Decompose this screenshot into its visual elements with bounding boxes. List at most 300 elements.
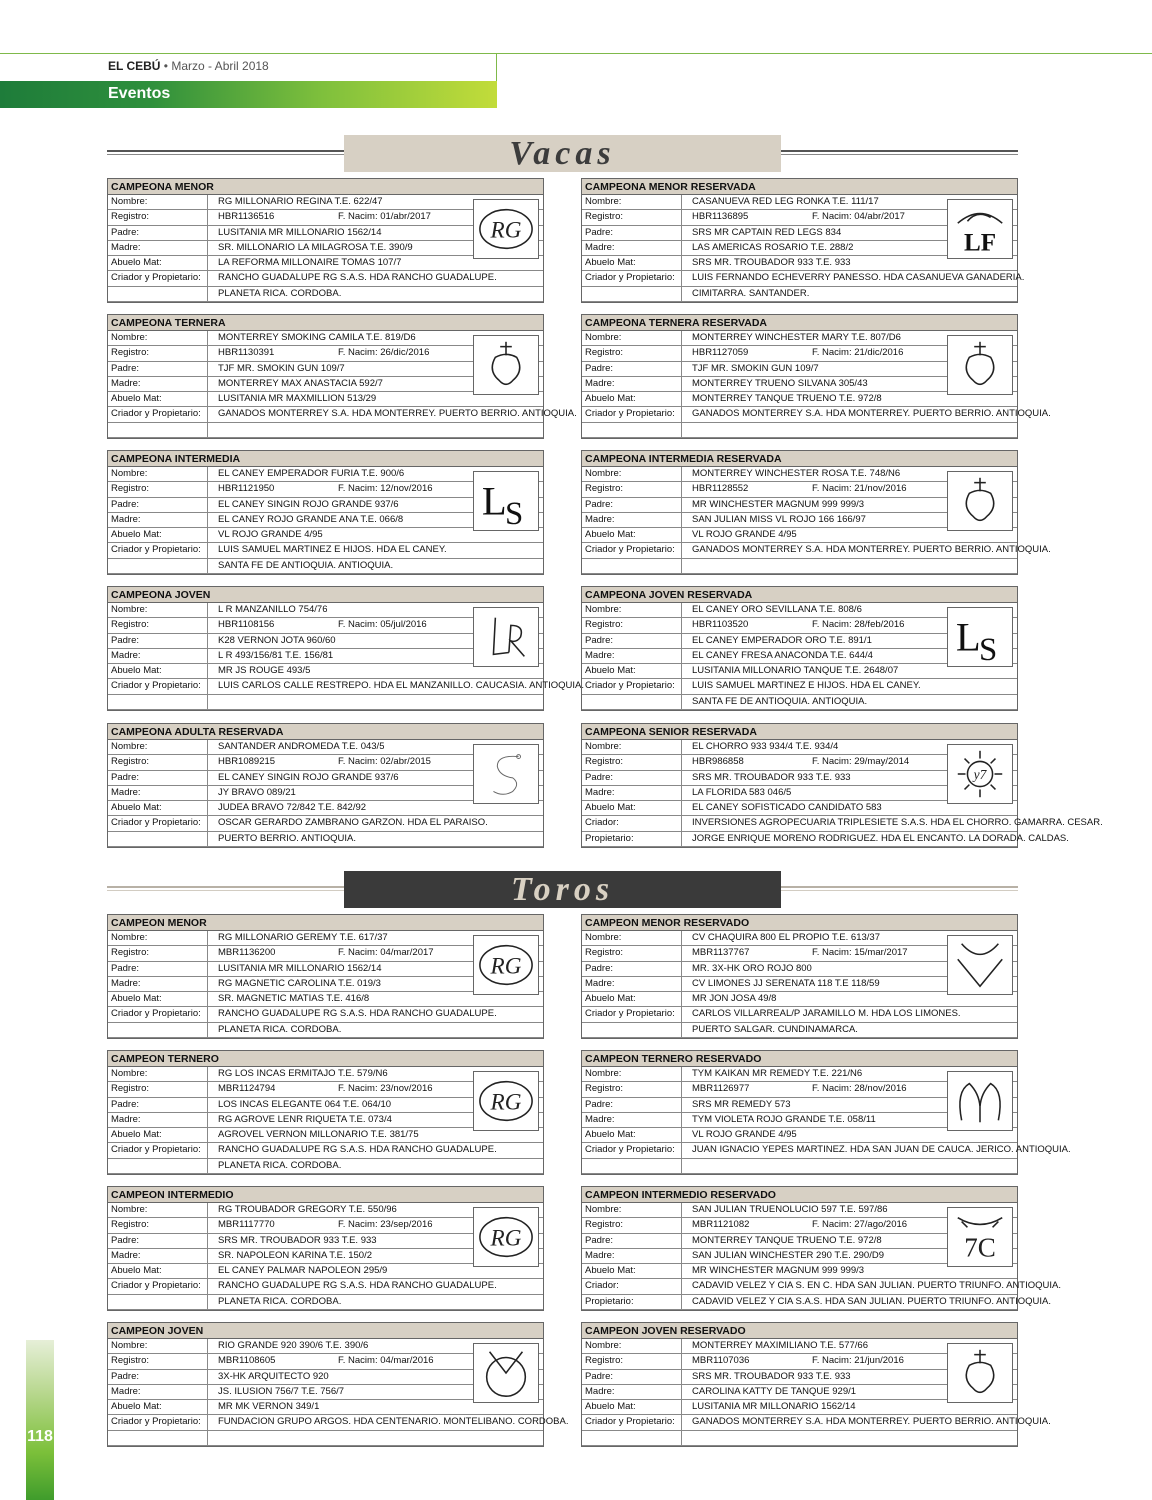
field-label: Nombre: [108, 195, 208, 209]
svg-text:7C: 7C [964, 1232, 996, 1263]
field-value-padre: MR WINCHESTER MAGNUM 999 999/3 [692, 498, 865, 510]
field-label: Registro: [108, 482, 208, 496]
field-value-criador: GANADOS MONTERREY S.A. HDA MONTERREY. PUERTO BERRIO. ANTIOQUIA. [692, 408, 1051, 420]
field-label: Propietario: [582, 832, 682, 846]
birth-date: F. Nacim: 21/jun/2016 [812, 1355, 904, 1367]
vacas-rule-left [107, 150, 344, 155]
field-label: Madre: [582, 241, 682, 255]
brand-mark-icon [947, 935, 1013, 995]
field-label [108, 559, 208, 573]
record-row-criador [108, 407, 577, 422]
field-value-criador: CADAVID VELEZ Y CIA S. EN C. HDA SAN JULIAN. PUERTO TRIUNFO. ANTIOQUIA. [692, 1280, 1062, 1292]
field-label: Padre: [108, 498, 208, 512]
field-value-criador: LUIS SAMUEL MARTINEZ E HIJOS. HDA EL CANEY. [692, 680, 921, 692]
field-label [108, 1023, 208, 1037]
record-row-extra [582, 695, 1017, 710]
field-label: Padre: [108, 634, 208, 648]
record-card [107, 586, 585, 711]
field-value-abuelo: MR JON JOSA 49/8 [692, 993, 777, 1005]
field-value-madre: MONTERREY MAX ANASTACIA 592/7 [218, 377, 383, 389]
field-label: Abuelo Mat: [108, 1400, 208, 1414]
record-card [581, 314, 1051, 439]
field-value-madre: CV LIMONES JJ SERENATA 118 T.E 118/59 [692, 977, 880, 989]
field-label: Nombre: [582, 1339, 682, 1353]
header-top [0, 53, 497, 81]
field-label: Abuelo Mat: [582, 1264, 682, 1278]
field-value-nombre: EL CANEY EMPERADOR FURIA T.E. 900/6 [218, 468, 405, 479]
record-title: CAMPEON INTERMEDIO RESERVADO [582, 1187, 1017, 1203]
field-value-extra: PLANETA RICA. CORDOBA. [218, 287, 342, 299]
field-value-extra: SANTA FE DE ANTIOQUIA. ANTIOQUIA. [692, 695, 868, 707]
brand-mark-icon [473, 335, 539, 395]
field-value-madre: SR. MILLONARIO LA MILAGROSA T.E. 390/9 [218, 241, 413, 253]
record-title: CAMPEONA MENOR RESERVADA [582, 179, 1017, 195]
record-row-extra [108, 1295, 543, 1310]
field-value-nombre: MONTERREY WINCHESTER ROSA T.E. 748/N6 [692, 468, 901, 479]
birth-date: F. Nacim: 28/feb/2016 [812, 619, 905, 631]
page-number: 118 [27, 1428, 53, 1445]
record-title: CAMPEONA ADULTA RESERVADA [108, 724, 543, 740]
vacas-rule-right [781, 150, 1018, 155]
field-label: Abuelo Mat: [582, 1128, 682, 1142]
field-label: Criador y Propietario: [108, 1279, 208, 1293]
record-card [107, 178, 544, 303]
field-label: Criador y Propietario: [582, 543, 682, 557]
brand-mark-icon [947, 607, 1013, 667]
field-label: Nombre: [108, 467, 208, 481]
field-label: Padre: [582, 1234, 682, 1248]
field-label: Nombre: [582, 331, 682, 345]
field-label [582, 423, 682, 437]
svg-text:RG: RG [490, 1089, 522, 1116]
field-label: Abuelo Mat: [582, 801, 682, 815]
field-value-criador: GANADOS MONTERREY S.A. HDA MONTERREY. PUERTO BERRIO. ANTIOQUIA. [218, 408, 577, 420]
issue-date: Marzo - Abril 2018 [171, 59, 269, 73]
field-label: Abuelo Mat: [108, 528, 208, 542]
field-value-nombre: SAN JULIAN TRUENOLUCIO 597 T.E. 597/86 [692, 1204, 888, 1215]
field-label: Criador y Propietario: [108, 543, 208, 557]
brand-mark-icon [473, 1071, 539, 1131]
field-value-criador: JUAN IGNACIO YEPES MARTINEZ. HDA SAN JUAN DE CAUCA. JERICO. ANTIOQUIA. [692, 1144, 1071, 1156]
field-label: Abuelo Mat: [582, 992, 682, 1006]
field-label: Abuelo Mat: [108, 1264, 208, 1278]
field-label [108, 832, 208, 846]
field-value-nombre: RG TROUBADOR GREGORY T.E. 550/96 [218, 1204, 397, 1215]
record-row-extra [108, 695, 543, 710]
record-title: CAMPEON TERNERO [108, 1051, 543, 1067]
field-value-abuelo: MR MK VERNON 349/1 [218, 1401, 320, 1413]
field-value-abuelo: LUSITANIA MR MILLONARIO 1562/14 [692, 1401, 856, 1413]
field-label: Criador y Propietario: [108, 271, 208, 285]
record-row-extra [108, 559, 543, 574]
field-label [108, 423, 208, 437]
field-value-padre: MR. 3X-HK ORO ROJO 800 [692, 962, 812, 974]
record-row-criador [108, 816, 543, 831]
section-name: Eventos [108, 85, 171, 102]
field-label: Registro: [108, 755, 208, 769]
page-number-strip [26, 1340, 54, 1500]
record-card [581, 914, 1018, 1039]
field-label: Madre: [582, 377, 682, 391]
field-value-padre: TJF MR. SMOKIN GUN 109/7 [692, 362, 819, 374]
field-value-madre: CAROLINA KATTY DE TANQUE 929/1 [692, 1385, 857, 1397]
field-label: Padre: [108, 362, 208, 376]
field-value-extra: CADAVID VELEZ Y CIA S.A.S. HDA SAN JULIAN. PUERTO TRIUNFO. ANTIOQUIA. [692, 1295, 1051, 1307]
field-label: Padre: [582, 771, 682, 785]
field-value-abuelo: EL CANEY PALMAR NAPOLEON 295/9 [218, 1265, 388, 1277]
record-title: CAMPEON TERNERO RESERVADO [582, 1051, 1017, 1067]
record-title: CAMPEONA MENOR [108, 179, 543, 195]
field-value-extra: PLANETA RICA. CORDOBA. [218, 1159, 342, 1171]
record-row-extra [582, 1159, 1017, 1174]
field-value-madre: LA FLORIDA 583 046/5 [692, 786, 792, 798]
birth-date: F. Nacim: 28/nov/2016 [812, 1083, 907, 1095]
field-value-abuelo: MONTERREY TANQUE TRUENO T.E. 972/8 [692, 393, 882, 405]
field-value-nombre: RG LOS INCAS ERMITAJO T.E. 579/N6 [218, 1068, 388, 1079]
brand-mark-icon [473, 935, 539, 995]
brand-mark-icon [473, 199, 539, 259]
record-row-criador [108, 1415, 569, 1430]
field-label: Madre: [582, 977, 682, 991]
field-label [108, 1295, 208, 1309]
field-label: Registro: [108, 1082, 208, 1096]
field-label: Criador y Propietario: [582, 1415, 682, 1429]
record-title: CAMPEONA JOVEN [108, 587, 543, 603]
field-label: Nombre: [582, 740, 682, 754]
field-value-madre: EL CANEY ROJO GRANDE ANA T.E. 066/8 [218, 513, 404, 525]
field-value-nombre: MONTERREY MAXIMILIANO T.E. 577/66 [692, 1340, 868, 1351]
field-value-abuelo: SR. MAGNETIC MATIAS T.E. 416/8 [218, 993, 370, 1005]
record-row-extra [108, 423, 543, 438]
record-row-criador [582, 1007, 1017, 1022]
field-value-criador: RANCHO GUADALUPE RG S.A.S. HDA RANCHO GUADALUPE. [218, 1280, 497, 1292]
field-value-registro: HBR986858 [692, 756, 744, 768]
field-label: Padre: [582, 634, 682, 648]
field-value-extra: PUERTO SALGAR. CUNDINAMARCA. [692, 1023, 858, 1035]
field-value-criador: FUNDACION GRUPO ARGOS. HDA CENTENARIO. MONTELIBANO. CORDOBA. [218, 1416, 569, 1428]
field-value-padre: LOS INCAS ELEGANTE 064 T.E. 064/10 [218, 1098, 392, 1110]
birth-date: F. Nacim: 04/mar/2017 [338, 947, 434, 959]
field-label: Madre: [108, 377, 208, 391]
record-card [107, 450, 544, 575]
brand-mark-icon [947, 199, 1013, 259]
field-value-madre: SR. NAPOLEON KARINA T.E. 150/2 [218, 1249, 372, 1261]
record-row-criador [108, 543, 543, 558]
record-card [107, 723, 544, 848]
record-row-criador [582, 407, 1051, 422]
record-row-extra [108, 1023, 543, 1038]
svg-text:RG: RG [490, 217, 522, 244]
field-value-nombre: CASANUEVA RED LEG RONKA T.E. 111/17 [692, 196, 879, 207]
field-value-registro: HBR1089215 [218, 756, 276, 768]
field-value-abuelo: LUSITANIA MILLONARIO TANQUE T.E. 2648/07 [692, 665, 899, 677]
record-card [581, 1186, 1062, 1311]
field-value-criador: RANCHO GUADALUPE RG S.A.S. HDA RANCHO GUADALUPE. [218, 1008, 497, 1020]
field-value-padre: SRS MR REMEDY 573 [692, 1098, 791, 1110]
field-label: Nombre: [582, 195, 682, 209]
birth-date: F. Nacim: 27/ago/2016 [812, 1219, 908, 1231]
field-label: Padre: [108, 1234, 208, 1248]
record-card [107, 1322, 569, 1447]
field-value-criador: LUIS CARLOS CALLE RESTREPO. HDA EL MANZANILLO. CAUCASIA. ANTIOQUIA. [218, 680, 585, 692]
field-label: Registro: [582, 755, 682, 769]
field-value-abuelo: LA REFORMA MILLONAIRE TOMAS 107/7 [218, 257, 402, 269]
toros-title: Toros [344, 871, 781, 908]
field-value-padre: K28 VERNON JOTA 960/60 [218, 634, 336, 646]
field-label: Padre: [108, 1370, 208, 1384]
field-value-madre: SAN JULIAN WINCHESTER 290 T.E. 290/D9 [692, 1249, 884, 1261]
field-label: Criador y Propietario: [108, 1143, 208, 1157]
field-label: Madre: [582, 1249, 682, 1263]
field-label: Nombre: [108, 1067, 208, 1081]
field-label: Registro: [108, 210, 208, 224]
field-label: Abuelo Mat: [108, 801, 208, 815]
field-value-madre: JY BRAVO 089/21 [218, 786, 296, 798]
field-label [582, 1159, 682, 1173]
field-label: Padre: [582, 1370, 682, 1384]
magazine-title: EL CEBÚ • Marzo - Abril 2018 [108, 59, 269, 73]
record-title: CAMPEONA SENIOR RESERVADA [582, 724, 1017, 740]
field-value-madre: RG MAGNETIC CAROLINA T.E. 019/3 [218, 977, 381, 989]
record-row-criador [108, 1143, 543, 1158]
birth-date: F. Nacim: 12/nov/2016 [338, 483, 433, 495]
field-value-madre: TYM VIOLETA ROJO GRANDE T.E. 058/11 [692, 1113, 876, 1125]
field-label: Criador y Propietario: [108, 1007, 208, 1021]
field-value-padre: 3X-HK ARQUITECTO 920 [218, 1370, 329, 1382]
field-value-nombre: RIO GRANDE 920 390/6 T.E. 390/6 [218, 1340, 369, 1351]
field-value-abuelo: VL ROJO GRANDE 4/95 [218, 529, 323, 541]
field-value-abuelo: MR JS ROUGE 493/5 [218, 665, 311, 677]
field-value-abuelo: EL CANEY SOFISTICADO CANDIDATO 583 [692, 802, 882, 814]
field-label: Propietario: [582, 1295, 682, 1309]
birth-date: F. Nacim: 01/abr/2017 [338, 211, 431, 223]
field-label [582, 287, 682, 301]
field-label: Criador y Propietario: [582, 1143, 682, 1157]
field-label: Madre: [108, 1385, 208, 1399]
field-label [582, 559, 682, 573]
field-label: Criador: [582, 1279, 682, 1293]
field-value-extra: SANTA FE DE ANTIOQUIA. ANTIOQUIA. [218, 559, 394, 571]
field-label: Madre: [108, 649, 208, 663]
record-card [581, 1050, 1071, 1175]
field-value-abuelo: LUSITANIA MR MAXMILLION 513/29 [218, 393, 377, 405]
brand-mark-icon [947, 1071, 1013, 1131]
field-label: Nombre: [582, 931, 682, 945]
field-value-nombre: EL CANEY ORO SEVILLANA T.E. 808/6 [692, 604, 862, 615]
field-value-padre: LUSITANIA MR MILLONARIO 1562/14 [218, 226, 382, 238]
field-label [108, 1159, 208, 1173]
field-value-criador: CARLOS VILLARREAL/P JARAMILLO M. HDA LOS LIMONES. [692, 1008, 961, 1020]
record-card [581, 1322, 1051, 1447]
record-title: CAMPEONA INTERMEDIA RESERVADA [582, 451, 1017, 467]
birth-date: F. Nacim: 04/mar/2016 [338, 1355, 434, 1367]
field-label: Criador y Propietario: [108, 816, 208, 830]
record-title: CAMPEON MENOR [108, 915, 543, 931]
field-label: Abuelo Mat: [582, 528, 682, 542]
field-value-registro: HBR1108156 [218, 619, 275, 631]
field-label: Abuelo Mat: [108, 992, 208, 1006]
field-label: Criador y Propietario: [582, 679, 682, 693]
birth-date: F. Nacim: 04/abr/2017 [812, 211, 905, 223]
field-label: Criador y Propietario: [582, 271, 682, 285]
field-label: Madre: [582, 1113, 682, 1127]
field-label: Madre: [108, 977, 208, 991]
field-label: Criador y Propietario: [582, 407, 682, 421]
field-value-registro: HBR1130391 [218, 347, 275, 359]
record-row-criador [582, 1279, 1062, 1294]
record-row-criador [108, 1279, 543, 1294]
record-card [107, 914, 544, 1039]
field-label: Padre: [108, 1098, 208, 1112]
field-label: Registro: [108, 618, 208, 632]
record-row-extra [582, 1295, 1051, 1310]
field-value-nombre: TYM KAIKAN MR REMEDY T.E. 221/N6 [692, 1068, 863, 1079]
field-value-registro: HBR1136895 [692, 211, 749, 223]
brand-mark-icon [473, 1207, 539, 1267]
field-value-madre: EL CANEY FRESA ANACONDA T.E. 644/4 [692, 649, 873, 661]
field-value-registro: MBR1107036 [692, 1355, 750, 1367]
field-label: Criador y Propietario: [108, 1415, 208, 1429]
field-value-registro: MBR1108605 [218, 1355, 276, 1367]
field-label: Padre: [108, 962, 208, 976]
field-label: Padre: [582, 362, 682, 376]
field-value-nombre: RG MILLONARIO GEREMY T.E. 617/37 [218, 932, 388, 943]
svg-text:RG: RG [490, 1225, 522, 1252]
field-value-criador: INVERSIONES AGROPECUARIA TRIPLESIETE S.A.S. HDA EL CHORRO. GAMARRA. CESAR. [692, 817, 1103, 829]
field-label: Registro: [108, 1354, 208, 1368]
field-label: Abuelo Mat: [582, 664, 682, 678]
record-card [581, 178, 1025, 303]
field-label: Nombre: [582, 1067, 682, 1081]
field-value-padre: TJF MR. SMOKIN GUN 109/7 [218, 362, 345, 374]
birth-date: F. Nacim: 05/jul/2016 [338, 619, 427, 631]
field-label: Criador y Propietario: [108, 679, 208, 693]
field-value-registro: HBR1127059 [692, 347, 749, 359]
field-label: Registro: [582, 618, 682, 632]
record-row-criador [582, 1143, 1071, 1158]
record-card [107, 1050, 544, 1175]
birth-date: F. Nacim: 26/dic/2016 [338, 347, 430, 359]
field-value-madre: JS. ILUSION 756/7 T.E. 756/7 [218, 1385, 345, 1397]
record-card [581, 723, 1103, 848]
record-row-extra [582, 287, 1017, 302]
svg-text:S: S [505, 496, 524, 530]
field-value-padre: MONTERREY TANQUE TRUENO T.E. 972/8 [692, 1234, 882, 1246]
field-label: Nombre: [108, 603, 208, 617]
birth-date: F. Nacim: 21/nov/2016 [812, 483, 907, 495]
field-value-nombre: L R MANZANILLO 754/76 [218, 604, 328, 615]
field-value-nombre: SANTANDER ANDROMEDA T.E. 043/5 [218, 741, 385, 752]
field-label: Nombre: [108, 331, 208, 345]
section-bar [0, 81, 497, 108]
field-label: Nombre: [108, 740, 208, 754]
birth-date: F. Nacim: 21/dic/2016 [812, 347, 904, 359]
record-title: CAMPEON JOVEN [108, 1323, 543, 1339]
birth-date: F. Nacim: 23/nov/2016 [338, 1083, 433, 1095]
field-value-extra: JORGE ENRIQUE MORENO RODRIGUEZ. HDA EL ENCANTO. LA DORADA. CALDAS. [692, 832, 1069, 844]
record-title: CAMPEON JOVEN RESERVADO [582, 1323, 1017, 1339]
field-label [108, 1431, 208, 1445]
record-row-criador [582, 816, 1103, 831]
brand-mark-icon [947, 744, 1013, 804]
field-label: Registro: [108, 1218, 208, 1232]
field-label: Madre: [108, 786, 208, 800]
field-label: Nombre: [582, 603, 682, 617]
field-label: Nombre: [582, 467, 682, 481]
record-row-extra [582, 1431, 1017, 1446]
record-row-extra [582, 1023, 1017, 1038]
field-label: Madre: [108, 1249, 208, 1263]
field-value-criador: GANADOS MONTERREY S.A. HDA MONTERREY. PUERTO BERRIO. ANTIOQUIA. [692, 544, 1051, 556]
field-value-abuelo: VL ROJO GRANDE 4/95 [692, 1129, 797, 1141]
field-value-extra: CIMITARRA. SANTANDER. [692, 287, 810, 299]
field-value-criador: LUIS SAMUEL MARTINEZ E HIJOS. HDA EL CANEY. [218, 544, 447, 556]
field-label [108, 695, 208, 709]
field-value-registro: MBR1124794 [218, 1083, 276, 1095]
field-value-registro: MBR1121082 [692, 1219, 750, 1231]
record-row-extra [582, 423, 1017, 438]
field-label: Abuelo Mat: [582, 256, 682, 270]
field-label: Registro: [582, 1354, 682, 1368]
record-title: CAMPEONA TERNERA RESERVADA [582, 315, 1017, 331]
field-value-criador: GANADOS MONTERREY S.A. HDA MONTERREY. PUERTO BERRIO. ANTIOQUIA. [692, 1416, 1051, 1428]
field-label: Abuelo Mat: [108, 664, 208, 678]
field-label: Nombre: [108, 1203, 208, 1217]
field-label [582, 1023, 682, 1037]
field-label: Criador y Propietario: [582, 1007, 682, 1021]
field-label: Nombre: [108, 1339, 208, 1353]
field-value-padre: SRS MR. TROUBADOR 933 T.E. 933 [218, 1234, 377, 1246]
field-value-madre: L R 493/156/81 T.E. 156/81 [218, 649, 334, 661]
field-label: Padre: [582, 962, 682, 976]
field-label: Registro: [108, 946, 208, 960]
field-value-registro: HBR1136516 [218, 211, 275, 223]
field-value-criador: LUIS FERNANDO ECHEVERRY PANESSO. HDA CASANUEVA GANADERIA. [692, 272, 1025, 284]
svg-text:S: S [979, 632, 998, 666]
record-row-criador [108, 1007, 543, 1022]
field-value-registro: HBR1121950 [218, 483, 275, 495]
field-value-registro: MBR1126977 [692, 1083, 750, 1095]
record-title: CAMPEON INTERMEDIO [108, 1187, 543, 1203]
field-label: Registro: [582, 1082, 682, 1096]
record-card [107, 1186, 544, 1311]
record-title: CAMPEONA JOVEN RESERVADA [582, 587, 1017, 603]
svg-text:LF: LF [963, 229, 997, 257]
svg-text:L: L [481, 478, 507, 524]
field-label: Registro: [582, 482, 682, 496]
toros-rule-left [107, 886, 344, 891]
field-value-registro: MBR1117770 [218, 1219, 275, 1231]
field-label: Registro: [582, 1218, 682, 1232]
field-label [582, 1431, 682, 1445]
field-label: Criador y Propietario: [108, 407, 208, 421]
field-value-criador: RANCHO GUADALUPE RG S.A.S. HDA RANCHO GUADALUPE. [218, 272, 497, 284]
field-value-padre: SRS MR CAPTAIN RED LEGS 834 [692, 226, 842, 238]
record-row-criador [108, 679, 585, 694]
vacas-title: Vacas [344, 135, 781, 172]
birth-date: F. Nacim: 02/abr/2015 [338, 756, 431, 768]
field-label: Registro: [108, 346, 208, 360]
field-label: Abuelo Mat: [108, 1128, 208, 1142]
field-label: Registro: [582, 946, 682, 960]
field-value-madre: MONTERREY TRUENO SILVANA 305/43 [692, 377, 868, 389]
birth-date: F. Nacim: 29/may/2014 [812, 756, 910, 768]
record-title: CAMPEON MENOR RESERVADO [582, 915, 1017, 931]
brand-mark-icon [947, 335, 1013, 395]
field-label: Padre: [582, 1098, 682, 1112]
record-title: CAMPEONA INTERMEDIA [108, 451, 543, 467]
field-value-registro: MBR1137767 [692, 947, 750, 959]
